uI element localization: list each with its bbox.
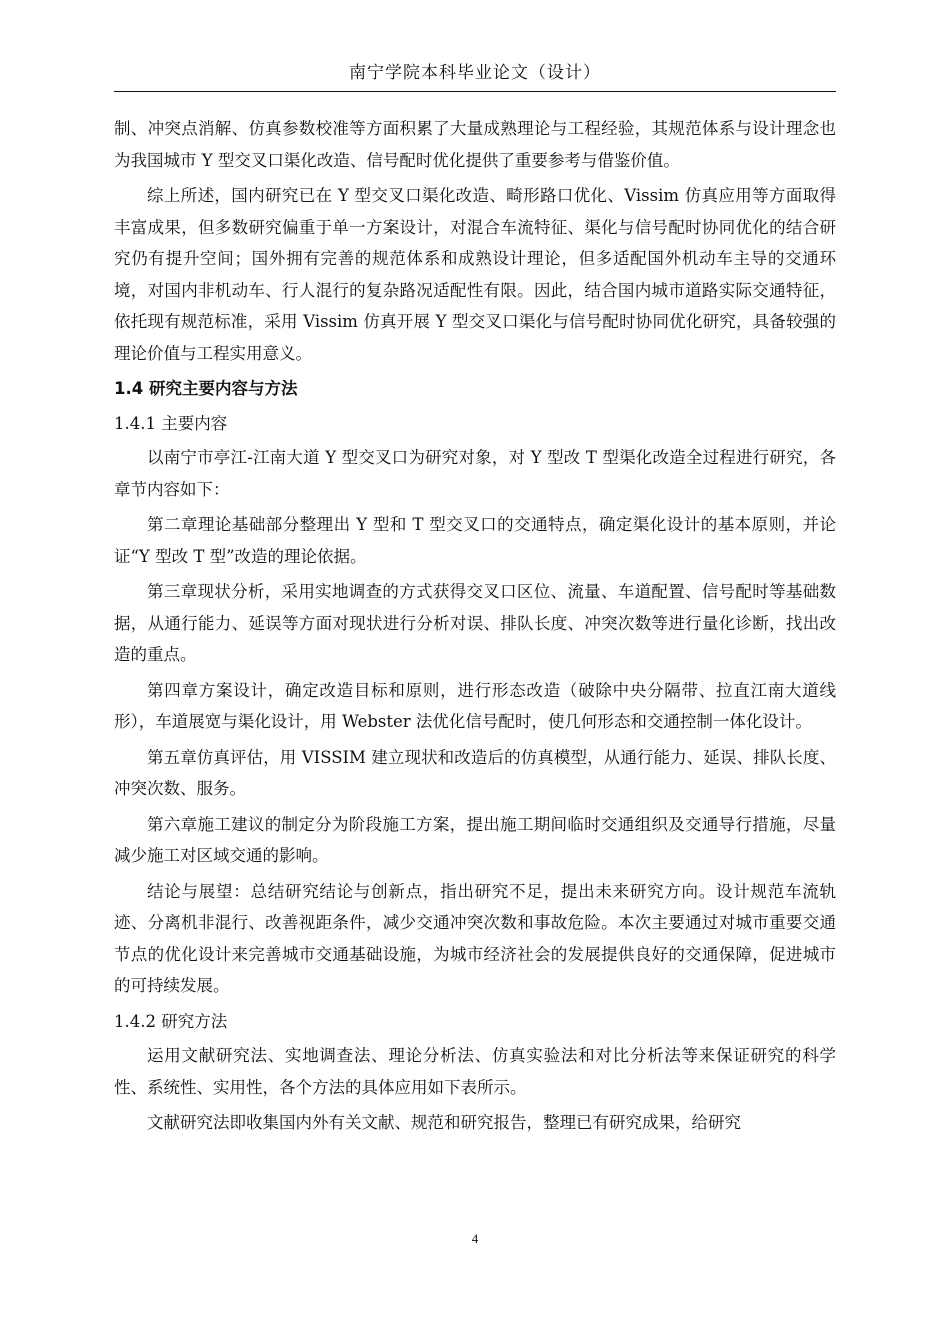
- header-divider: [114, 91, 836, 92]
- paragraph-chapter-3: 第三章现状分析，采用实地调查的方式获得交叉口区位、流量、车道配置、信号配时等基础数据，从通行能力、延误等方面对现状进行分析对误、排队长度、冲突次数等进行量化诊断，找出改造的重点。: [114, 582, 836, 664]
- paragraph-chapter-4: 第四章方案设计，确定改造目标和原则，进行形态改造（破除中央分隔带、拉直江南大道线形），车道展宽与渠化设计，用 Webster 法优化信号配时，使几何形态和交通控制一体化设计。: [114, 680, 836, 731]
- subsection-heading-methods: 1.4.2 研究方法: [114, 1011, 228, 1031]
- running-header: 南宁学院本科毕业论文（设计）: [349, 63, 601, 83]
- page-number: 4: [471, 1231, 479, 1246]
- paragraph-continuation: 制、冲突点消解、仿真参数校准等方面积累了大量成熟理论与工程经验，其规范体系与设计理念也为我国城市 Y 型交叉口渠化改造、信号配时优化提供了重要参考与借鉴价值。: [114, 119, 836, 170]
- paragraph-chapter-6: 第六章施工建议的制定分为阶段施工方案，提出施工期间临时交通组织及交通导行措施，尽量减少施工对区域交通的影响。: [114, 814, 836, 865]
- section-heading: 1.4 研究主要内容与方法: [114, 379, 298, 398]
- paragraph-chapter-2: 第二章理论基础部分整理出 Y 型和 T 型交叉口的交通特点，确定渠化设计的基本原则，并论证“Y 型改 T 型”改造的理论依据。: [114, 515, 836, 566]
- paragraph-literature-method: 文献研究法即收集国内外有关文献、规范和研究报告，整理已有研究成果，给研究: [147, 1113, 741, 1132]
- paragraph-summary: 综上所述，国内研究已在 Y 型交叉口渠化改造、畸形路口优化、Vissim 仿真应用等方面取得丰富成果，但多数研究偏重于单一方案设计，对混合车流特征、渠化与信号配时协同优化的结合研究仍有提升空间；国外拥有完善的规范体系和成熟设计理论，但多适配国外机动车主导的交通环境，对国内非机动车、行人混行的复杂路况适配性有限。因此，结合国内城市道路实际交通特征，依托现有规范标准，采用 Vissim 仿真开展 Y 型交叉口渠化与信号配时协同优化研究，具备较强的理论价值与工程实用意义。: [114, 186, 836, 363]
- paragraph-chapter-5: 第五章仿真评估，用 VISSIM 建立现状和改造后的仿真模型，从通行能力、延误、排队长度、冲突次数、服务。: [114, 747, 836, 798]
- paragraph-methods-intro: 运用文献研究法、实地调查法、理论分析法、仿真实验法和对比分析法等来保证研究的科学性、系统性、实用性，各个方法的具体应用如下表所示。: [114, 1046, 836, 1097]
- subsection-heading-main-content: 1.4.1 主要内容: [114, 413, 228, 433]
- paragraph-research-object: 以南宁市亭江-江南大道 Y 型交叉口为研究对象，对 Y 型改 T 型渠化改造全过程进行研究，各章节内容如下：: [114, 448, 836, 499]
- paragraph-conclusion: 结论与展望：总结研究结论与创新点，指出研究不足，提出未来研究方向。设计规范车流轨迹、分离机非混行、改善视距条件，减少交通冲突次数和事故危险。本次主要通过对城市重要交通节点的优化设计来完善城市交通基础设施，为城市经济社会的发展提供良好的交通保障，促进城市的可持续发展。: [114, 881, 836, 995]
- page-body: [114, 113, 836, 1143]
